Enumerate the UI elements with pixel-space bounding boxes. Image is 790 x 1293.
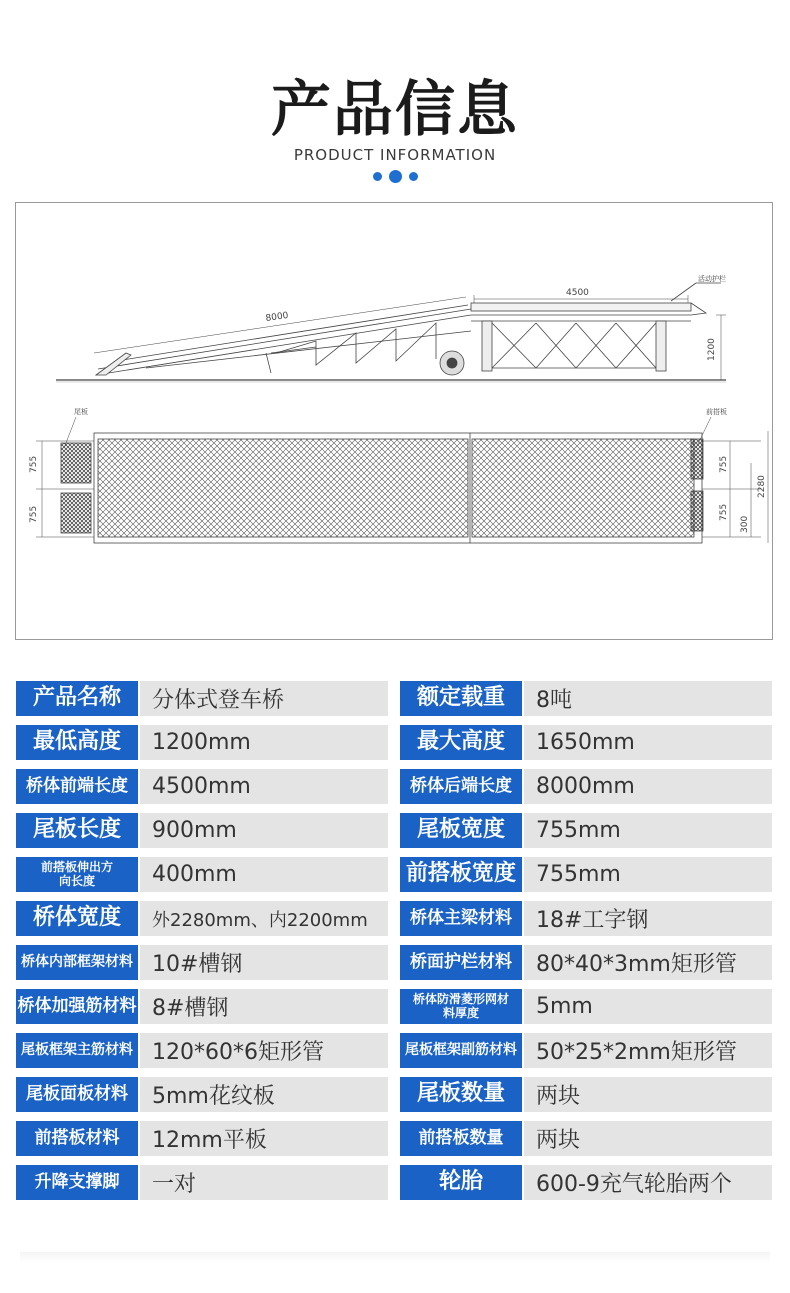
spec-value: 600-9充气轮胎两个: [524, 1165, 772, 1200]
dim-front-length: 4500: [566, 288, 589, 298]
spec-row: [16, 945, 772, 980]
spec-label: 升降支撑脚: [16, 1165, 138, 1200]
spec-value: 1650mm: [524, 725, 772, 760]
spec-label: 桥面护栏材料: [400, 945, 522, 980]
spec-value: 755mm: [524, 857, 772, 892]
spec-value: 8吨: [524, 681, 772, 716]
spec-label: 产品名称: [16, 681, 138, 716]
spec-value: 80*40*3mm矩形管: [524, 945, 772, 980]
dim-left-bottom: 755: [29, 505, 39, 523]
spec-value: 8#槽钢: [140, 989, 388, 1024]
spec-value: 8000mm: [524, 769, 772, 804]
spec-label: 尾板框架主筋材料: [16, 1033, 138, 1068]
dim-right-top: 755: [719, 455, 729, 473]
spec-label: 桥体内部框架材料: [16, 945, 138, 980]
spec-value: 120*60*6矩形管: [140, 1033, 388, 1068]
spec-value: 10#槽钢: [140, 945, 388, 980]
side-view: [56, 283, 726, 382]
spec-value: 1200mm: [140, 725, 388, 760]
spec-row: [16, 813, 772, 848]
spec-value: 12mm平板: [140, 1121, 388, 1156]
spec-label: 桥体防滑菱形网材料厚度: [400, 989, 522, 1024]
spec-label: 尾板宽度: [400, 813, 522, 848]
spec-row: [16, 1077, 772, 1112]
spec-label: 桥体前端长度: [16, 769, 138, 804]
page-title: 产品信息: [271, 75, 519, 145]
spec-value: 分体式登车桥: [140, 681, 388, 716]
spec-label: 桥体后端长度: [400, 769, 522, 804]
spec-label: 桥体宽度: [16, 901, 138, 936]
spec-label: 轮胎: [400, 1165, 522, 1200]
label-front-plate: 前搭板: [706, 408, 727, 416]
label-tailboard: 尾板: [74, 408, 88, 416]
spec-label: 桥体主梁材料: [400, 901, 522, 936]
bottom-divider: [20, 1252, 770, 1262]
label-guardrail: 活动护栏: [698, 275, 726, 283]
technical-drawing: [15, 202, 773, 640]
decorative-dots: [371, 169, 419, 183]
drawing-svg: [16, 203, 774, 641]
spec-label: 尾板数量: [400, 1077, 522, 1112]
spec-label: 尾板长度: [16, 813, 138, 848]
spec-label: 前搭板伸出方向长度: [16, 857, 138, 892]
spec-row: [16, 1165, 772, 1200]
spec-row: [16, 1121, 772, 1156]
spec-value: 两块: [524, 1077, 772, 1112]
spec-label: 尾板框架副筋材料: [400, 1033, 522, 1068]
spec-label: 最大高度: [400, 725, 522, 760]
spec-label: 前搭板数量: [400, 1121, 522, 1156]
dim-left-top: 755: [29, 455, 39, 473]
spec-value: 4500mm: [140, 769, 388, 804]
dim-height: 1200: [707, 338, 717, 361]
spec-value: 50*25*2mm矩形管: [524, 1033, 772, 1068]
spec-value: 两块: [524, 1121, 772, 1156]
page-subtitle: PRODUCT INFORMATION: [293, 146, 497, 164]
top-view: [36, 417, 768, 543]
dim-right-300: 300: [740, 515, 750, 533]
spec-value: 5mm: [524, 989, 772, 1024]
spec-value: 900mm: [140, 813, 388, 848]
spec-value: 400mm: [140, 857, 388, 892]
spec-row: [16, 857, 772, 892]
spec-label: 最低高度: [16, 725, 138, 760]
spec-row: [16, 1033, 772, 1068]
spec-value: 外2280mm、内2200mm: [140, 901, 388, 936]
spec-label: 桥体加强筋材料: [16, 989, 138, 1024]
spec-row: [16, 901, 772, 936]
spec-row: [16, 725, 772, 760]
spec-label: 额定载重: [400, 681, 522, 716]
dim-rear-length: 8000: [265, 310, 290, 324]
spec-value: 一对: [140, 1165, 388, 1200]
spec-value: 5mm花纹板: [140, 1077, 388, 1112]
dim-total-width: 2280: [757, 475, 767, 498]
spec-row: [16, 681, 772, 716]
spec-value: 755mm: [524, 813, 772, 848]
spec-label: 前搭板材料: [16, 1121, 138, 1156]
dim-right-bottom: 755: [719, 503, 729, 521]
spec-label: 前搭板宽度: [400, 857, 522, 892]
spec-row: [16, 769, 772, 804]
spec-row: [16, 989, 772, 1024]
spec-value: 18#工字钢: [524, 901, 772, 936]
spec-label: 尾板面板材料: [16, 1077, 138, 1112]
